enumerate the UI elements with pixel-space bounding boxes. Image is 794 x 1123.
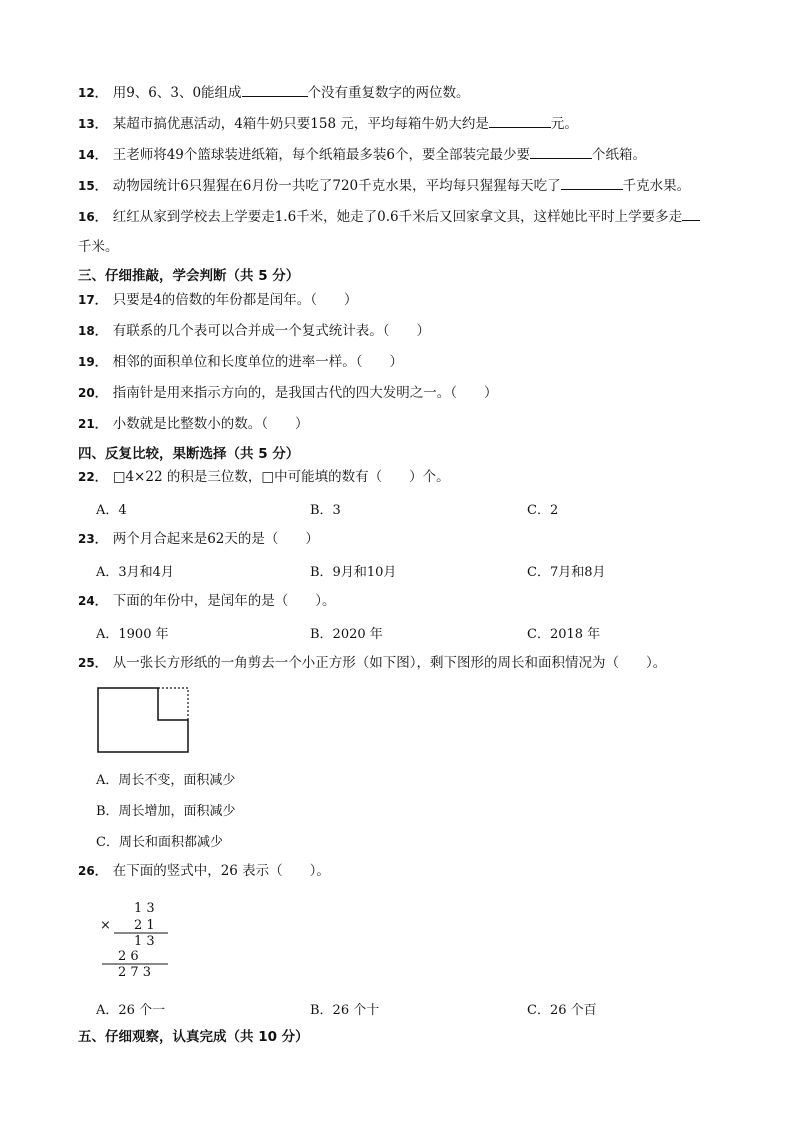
cut-square-outline: [158, 688, 188, 720]
question-text: 从一张长方形纸的一角剪去一个小正方形（如下图），剩下图形的周长和面积情况为（ ）。: [112, 655, 667, 671]
option-a[interactable]: A．1900 年: [96, 627, 169, 642]
question-14: [78, 145, 646, 164]
option-a[interactable]: A．周长不变，面积减少: [96, 773, 236, 788]
question-number: 20．: [78, 386, 107, 400]
option-c[interactable]: C．26 个百: [527, 1003, 597, 1018]
question-18: [78, 322, 430, 340]
question-number: 21．: [78, 417, 107, 431]
remaining-shape: [98, 688, 188, 752]
question-text: 元。: [550, 116, 578, 132]
question-text: 个没有重复数字的两位数。: [307, 85, 470, 101]
vertical-multiplication: [96, 898, 186, 980]
question-text: 相邻的面积单位和长度单位的进率一样。（ ）: [112, 354, 403, 370]
answer-blank[interactable]: [489, 114, 551, 128]
question-12: [78, 83, 470, 102]
answer-blank[interactable]: [242, 83, 308, 97]
option-c[interactable]: C．周长和面积都减少: [96, 835, 223, 850]
section-5-title: 五、仔细观察，认真完成（共 10 分）: [78, 1029, 309, 1045]
question-text: 在下面的竖式中，26 表示（ ）。: [112, 863, 330, 879]
question-number: 14．: [78, 148, 107, 162]
product: 2 7 3: [118, 965, 152, 980]
question-text: 动物园统计6只猩猩在6月份一共吃了720千克水果，平均每只猩猩每天吃了: [112, 178, 561, 194]
question-text: 用9、6、3、0能组成: [112, 85, 242, 101]
question-17: [78, 291, 358, 309]
option-b[interactable]: B．9月和10月: [310, 565, 397, 580]
question-text: 红红从家到学校去上学要走1.6千米，她走了0.6千米后又回家拿文具，这样她比平时上学要多走: [112, 209, 683, 225]
question-number: 17．: [78, 293, 107, 307]
answer-blank[interactable]: [530, 145, 592, 159]
question-text: 某超市搞优惠活动，4箱牛奶只要158 元，平均每箱牛奶大约是: [112, 116, 489, 132]
option-b[interactable]: B．周长增加，面积减少: [96, 804, 236, 819]
question-24: [78, 592, 335, 610]
question-number: 26．: [78, 864, 107, 878]
question-number: 15．: [78, 179, 107, 193]
question-number: 23．: [78, 532, 107, 546]
question-19: [78, 353, 403, 371]
option-c[interactable]: C．2: [527, 503, 559, 518]
question-16-continuation: 千米。: [78, 239, 119, 255]
section-3-title: 三、仔细推敲，学会判断（共 5 分）: [78, 268, 300, 284]
question-15: [78, 176, 690, 195]
answer-blank[interactable]: [682, 207, 700, 221]
times-sign: ×: [100, 918, 111, 933]
question-number: 22．: [78, 470, 107, 484]
question-26: [78, 862, 330, 880]
question-number: 13．: [78, 117, 107, 131]
option-b[interactable]: B．26 个十: [310, 1003, 380, 1018]
question-number: 16．: [78, 210, 107, 224]
question-text: 个纸箱。: [591, 147, 646, 163]
question-20: [78, 384, 497, 402]
question-16: [78, 207, 700, 226]
question-number: 19．: [78, 355, 107, 369]
question-text: 指南针是用来指示方向的，是我国古代的四大发明之一。（ ）: [112, 385, 498, 401]
answer-blank[interactable]: [561, 176, 623, 190]
option-b[interactable]: B．2020 年: [310, 627, 383, 642]
question-number: 25．: [78, 656, 107, 670]
rectangle-cut-figure: [96, 686, 192, 756]
option-a[interactable]: A．26 个一: [96, 1003, 166, 1018]
question-text: 两个月合起来是62天的是（ ）: [112, 531, 319, 547]
question-22: [78, 468, 450, 486]
question-25: [78, 654, 666, 672]
question-21: [78, 415, 308, 433]
option-c[interactable]: C．7月和8月: [527, 565, 606, 580]
question-number: 24．: [78, 594, 107, 608]
option-a[interactable]: A．4: [96, 503, 127, 518]
question-number: 18．: [78, 324, 107, 338]
question-23: [78, 530, 319, 548]
question-text: 只要是4的倍数的年份都是闰年。（ ）: [112, 292, 358, 308]
question-text: 王老师将49个篮球装进纸箱，每个纸箱最多装6个，要全部装完最少要: [112, 147, 530, 163]
question-text: 下面的年份中，是闰年的是（ ）。: [112, 593, 336, 609]
section-4-title: 四、反复比较，果断选择（共 5 分）: [78, 446, 300, 462]
question-text: 千克水果。: [622, 178, 691, 194]
partial-product-2: 2 6: [118, 949, 139, 964]
partial-product-1: 1 3: [134, 934, 155, 949]
question-text: 有联系的几个表可以合并成一个复式统计表。（ ）: [112, 323, 430, 339]
multiplier: 2 1: [134, 918, 155, 933]
question-13: [78, 114, 578, 133]
option-b[interactable]: B．3: [310, 503, 341, 518]
question-text: □4×22 的积是三位数，□中可能填的数有（ ）个。: [112, 469, 450, 485]
option-a[interactable]: A．3月和4月: [96, 565, 174, 580]
question-number: 12．: [78, 86, 107, 100]
option-c[interactable]: C．2018 年: [527, 627, 601, 642]
question-text: 小数就是比整数小的数。（ ）: [112, 416, 309, 432]
multiplicand: 1 3: [134, 901, 155, 916]
